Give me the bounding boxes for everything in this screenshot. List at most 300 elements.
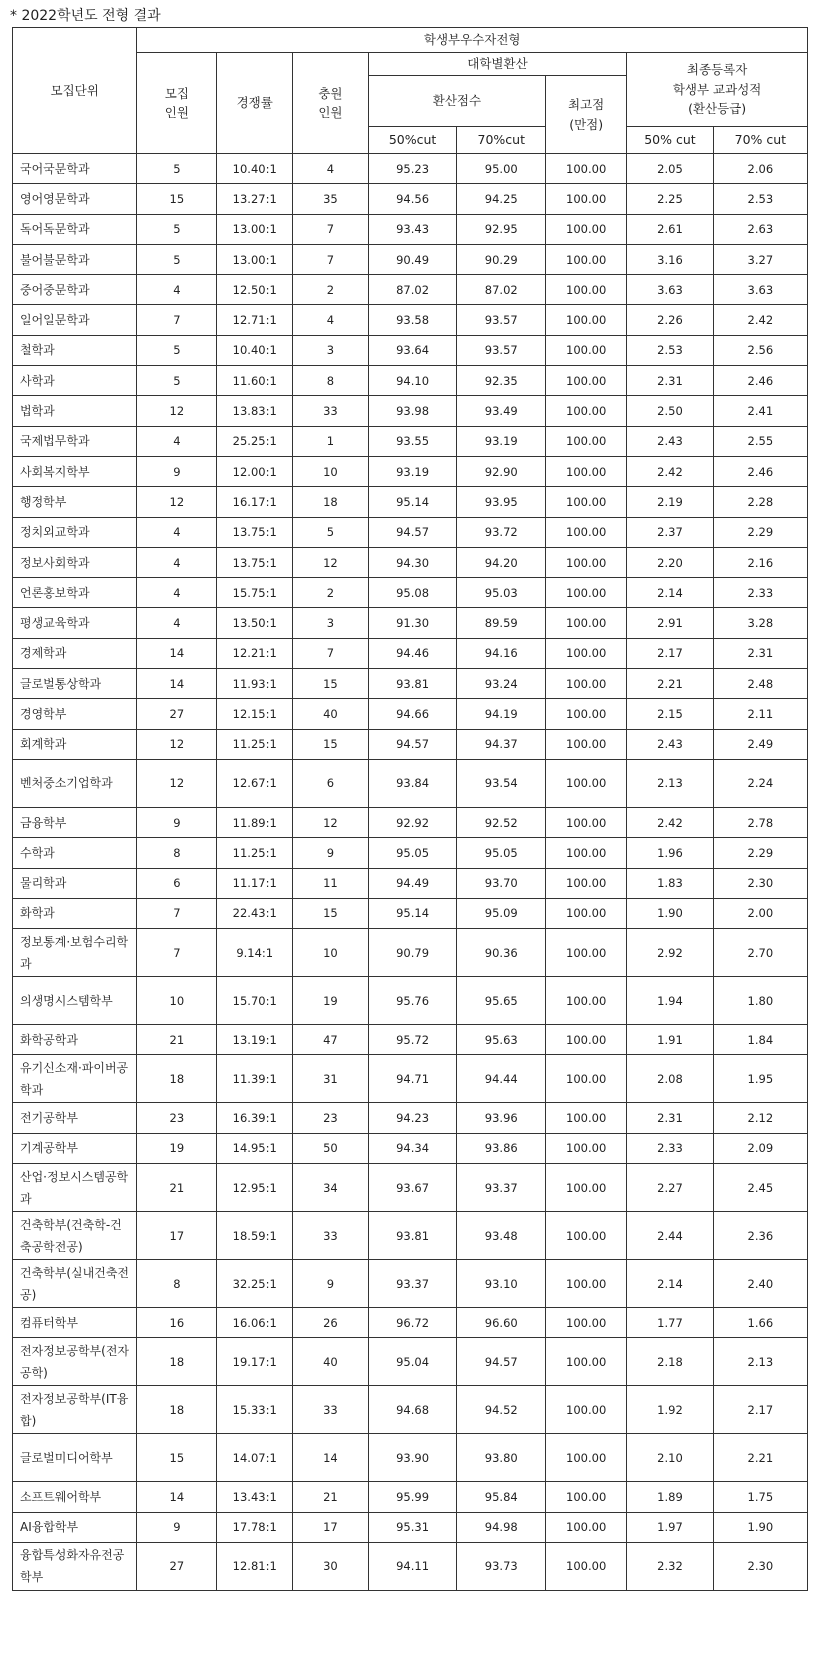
score-70cut-cell: 95.84 (457, 1482, 546, 1512)
additional-cell: 31 (293, 1055, 369, 1103)
additional-cell: 40 (293, 699, 369, 729)
score-70cut-cell: 93.10 (457, 1260, 546, 1308)
table-row (13, 1103, 808, 1133)
additional-cell: 15 (293, 898, 369, 928)
grade-50cut-cell: 2.31 (627, 1103, 714, 1133)
score-50cut-cell: 95.14 (368, 898, 457, 928)
dept-cell: 벤처중소기업학과 (13, 759, 137, 807)
score-70cut-cell: 92.95 (457, 214, 546, 244)
grade-70cut-cell: 2.40 (713, 1260, 807, 1308)
competition-cell: 12.50:1 (217, 275, 293, 305)
quota-cell: 12 (137, 487, 217, 517)
score-50cut-cell: 94.57 (368, 517, 457, 547)
max-score-cell: 100.00 (546, 1386, 627, 1434)
grade-50cut-cell: 2.43 (627, 729, 714, 759)
score-70cut-cell: 93.54 (457, 759, 546, 807)
grade-50cut-cell: 2.25 (627, 184, 714, 214)
quota-cell: 15 (137, 184, 217, 214)
max-score-cell: 100.00 (546, 608, 627, 638)
score-70cut-cell: 94.98 (457, 1512, 546, 1542)
score-70cut-cell: 95.03 (457, 578, 546, 608)
dept-cell: 수학과 (13, 838, 137, 868)
grade-50cut-cell: 2.43 (627, 426, 714, 456)
competition-cell: 15.70:1 (217, 977, 293, 1025)
table-row (13, 1512, 808, 1542)
header-univ-conversion: 대학별환산 (368, 53, 626, 76)
additional-cell: 34 (293, 1164, 369, 1212)
additional-cell: 35 (293, 184, 369, 214)
quota-cell: 14 (137, 638, 217, 668)
table-row (13, 547, 808, 577)
quota-cell: 27 (137, 699, 217, 729)
competition-cell: 12.81:1 (217, 1542, 293, 1590)
quota-cell: 15 (137, 1434, 217, 1482)
quota-cell: 12 (137, 396, 217, 426)
score-70cut-cell: 92.52 (457, 807, 546, 837)
dept-cell: 일어일문학과 (13, 305, 137, 335)
score-50cut-cell: 93.37 (368, 1260, 457, 1308)
competition-cell: 32.25:1 (217, 1260, 293, 1308)
additional-cell: 3 (293, 608, 369, 638)
score-70cut-cell: 95.00 (457, 154, 546, 184)
quota-cell: 4 (137, 426, 217, 456)
dept-cell: 평생교육학과 (13, 608, 137, 638)
dept-cell: 물리학과 (13, 868, 137, 898)
max-score-cell: 100.00 (546, 898, 627, 928)
competition-cell: 14.95:1 (217, 1133, 293, 1163)
score-50cut-cell: 93.98 (368, 396, 457, 426)
max-score-cell: 100.00 (546, 487, 627, 517)
max-score-cell: 100.00 (546, 699, 627, 729)
max-score-cell: 100.00 (546, 214, 627, 244)
score-70cut-cell: 92.35 (457, 366, 546, 396)
quota-cell: 5 (137, 335, 217, 365)
grade-50cut-cell: 2.26 (627, 305, 714, 335)
score-50cut-cell: 93.90 (368, 1434, 457, 1482)
grade-50cut-cell: 2.15 (627, 699, 714, 729)
dept-cell: 독어독문학과 (13, 214, 137, 244)
max-score-cell: 100.00 (546, 669, 627, 699)
competition-cell: 11.89:1 (217, 807, 293, 837)
score-50cut-cell: 95.99 (368, 1482, 457, 1512)
score-50cut-cell: 94.66 (368, 699, 457, 729)
table-row (13, 977, 808, 1025)
additional-cell: 9 (293, 1260, 369, 1308)
competition-cell: 13.00:1 (217, 244, 293, 274)
dept-cell: 중어중문학과 (13, 275, 137, 305)
score-70cut-cell: 90.29 (457, 244, 546, 274)
quota-cell: 9 (137, 456, 217, 486)
grade-50cut-cell: 2.44 (627, 1212, 714, 1260)
competition-cell: 17.78:1 (217, 1512, 293, 1542)
table-row (13, 608, 808, 638)
max-score-cell: 100.00 (546, 868, 627, 898)
score-50cut-cell: 87.02 (368, 275, 457, 305)
additional-cell: 40 (293, 1338, 369, 1386)
grade-50cut-cell: 1.89 (627, 1482, 714, 1512)
grade-70cut-cell: 2.24 (713, 759, 807, 807)
competition-cell: 13.50:1 (217, 608, 293, 638)
grade-50cut-cell: 2.27 (627, 1164, 714, 1212)
grade-50cut-cell: 2.08 (627, 1055, 714, 1103)
max-score-cell: 100.00 (546, 517, 627, 547)
score-50cut-cell: 94.56 (368, 184, 457, 214)
competition-cell: 25.25:1 (217, 426, 293, 456)
additional-cell: 21 (293, 1482, 369, 1512)
competition-cell: 11.60:1 (217, 366, 293, 396)
dept-cell: 정보통계·보험수리학과 (13, 929, 137, 977)
score-50cut-cell: 95.05 (368, 838, 457, 868)
header-grade-70cut: 70% cut (713, 127, 807, 154)
additional-cell: 15 (293, 729, 369, 759)
competition-cell: 11.93:1 (217, 669, 293, 699)
header-final-grades: 최종등록자 학생부 교과성적 (환산등급) (627, 53, 808, 127)
grade-50cut-cell: 2.10 (627, 1434, 714, 1482)
competition-cell: 11.39:1 (217, 1055, 293, 1103)
quota-cell: 21 (137, 1164, 217, 1212)
competition-cell: 22.43:1 (217, 898, 293, 928)
dept-cell: 컴퓨터학부 (13, 1308, 137, 1338)
score-70cut-cell: 89.59 (457, 608, 546, 638)
dept-cell: 글로벌통상학과 (13, 669, 137, 699)
grade-70cut-cell: 2.46 (713, 456, 807, 486)
dept-cell: 화학공학과 (13, 1025, 137, 1055)
table-row (13, 366, 808, 396)
quota-cell: 18 (137, 1055, 217, 1103)
table-row (13, 275, 808, 305)
max-score-cell: 100.00 (546, 244, 627, 274)
dept-cell: 소프트웨어학부 (13, 1482, 137, 1512)
score-50cut-cell: 93.84 (368, 759, 457, 807)
table-body (13, 154, 808, 1591)
competition-cell: 12.95:1 (217, 1164, 293, 1212)
dept-cell: 경제학과 (13, 638, 137, 668)
max-score-cell: 100.00 (546, 1542, 627, 1590)
dept-cell: 국어국문학과 (13, 154, 137, 184)
quota-cell: 12 (137, 759, 217, 807)
max-score-cell: 100.00 (546, 638, 627, 668)
table-row (13, 487, 808, 517)
dept-cell: 기계공학부 (13, 1133, 137, 1163)
table-row (13, 1338, 808, 1386)
score-70cut-cell: 93.19 (457, 426, 546, 456)
additional-cell: 7 (293, 638, 369, 668)
max-score-cell: 100.00 (546, 1164, 627, 1212)
competition-cell: 12.71:1 (217, 305, 293, 335)
quota-cell: 19 (137, 1133, 217, 1163)
score-50cut-cell: 95.14 (368, 487, 457, 517)
score-70cut-cell: 94.57 (457, 1338, 546, 1386)
grade-70cut-cell: 2.11 (713, 699, 807, 729)
max-score-cell: 100.00 (546, 977, 627, 1025)
grade-70cut-cell: 2.06 (713, 154, 807, 184)
additional-cell: 15 (293, 669, 369, 699)
grade-50cut-cell: 2.33 (627, 1133, 714, 1163)
grade-70cut-cell: 2.48 (713, 669, 807, 699)
grade-50cut-cell: 2.42 (627, 807, 714, 837)
grade-50cut-cell: 2.05 (627, 154, 714, 184)
grade-70cut-cell: 2.55 (713, 426, 807, 456)
dept-cell: 법학과 (13, 396, 137, 426)
grade-70cut-cell: 1.66 (713, 1308, 807, 1338)
table-row (13, 578, 808, 608)
grade-70cut-cell: 3.27 (713, 244, 807, 274)
score-50cut-cell: 93.55 (368, 426, 457, 456)
score-70cut-cell: 93.96 (457, 1103, 546, 1133)
page-title: * 2022학년도 전형 결과 (10, 8, 161, 24)
dept-cell: 영어영문학과 (13, 184, 137, 214)
quota-cell: 4 (137, 547, 217, 577)
quota-cell: 5 (137, 154, 217, 184)
dept-cell: 정치외교학과 (13, 517, 137, 547)
score-50cut-cell: 93.67 (368, 1164, 457, 1212)
header-score-70cut: 70%cut (457, 127, 546, 154)
max-score-cell: 100.00 (546, 759, 627, 807)
quota-cell: 23 (137, 1103, 217, 1133)
max-score-cell: 100.00 (546, 1482, 627, 1512)
dept-cell: 불어불문학과 (13, 244, 137, 274)
table-row (13, 729, 808, 759)
table-row (13, 1025, 808, 1055)
quota-cell: 8 (137, 838, 217, 868)
additional-cell: 9 (293, 838, 369, 868)
max-score-cell: 100.00 (546, 305, 627, 335)
competition-cell: 13.27:1 (217, 184, 293, 214)
grade-70cut-cell: 2.29 (713, 838, 807, 868)
score-50cut-cell: 93.81 (368, 1212, 457, 1260)
grade-70cut-cell: 2.33 (713, 578, 807, 608)
dept-cell: 국제법무학과 (13, 426, 137, 456)
grade-70cut-cell: 2.13 (713, 1338, 807, 1386)
competition-cell: 13.75:1 (217, 517, 293, 547)
quota-cell: 4 (137, 275, 217, 305)
score-50cut-cell: 94.30 (368, 547, 457, 577)
score-70cut-cell: 95.09 (457, 898, 546, 928)
score-70cut-cell: 94.19 (457, 699, 546, 729)
grade-70cut-cell: 2.21 (713, 1434, 807, 1482)
grade-50cut-cell: 1.97 (627, 1512, 714, 1542)
quota-cell: 8 (137, 1260, 217, 1308)
max-score-cell: 100.00 (546, 929, 627, 977)
max-score-cell: 100.00 (546, 366, 627, 396)
max-score-cell: 100.00 (546, 1260, 627, 1308)
grade-70cut-cell: 3.28 (713, 608, 807, 638)
score-70cut-cell: 92.90 (457, 456, 546, 486)
max-score-cell: 100.00 (546, 154, 627, 184)
table-row (13, 929, 808, 977)
competition-cell: 16.17:1 (217, 487, 293, 517)
grade-70cut-cell: 2.30 (713, 868, 807, 898)
max-score-cell: 100.00 (546, 1025, 627, 1055)
header-quota: 모집 인원 (137, 53, 217, 154)
table-header (13, 28, 808, 154)
grade-70cut-cell: 2.49 (713, 729, 807, 759)
grade-70cut-cell: 2.78 (713, 807, 807, 837)
score-70cut-cell: 93.48 (457, 1212, 546, 1260)
additional-cell: 50 (293, 1133, 369, 1163)
dept-cell: 유기신소재·파이버공학과 (13, 1055, 137, 1103)
max-score-cell: 100.00 (546, 426, 627, 456)
competition-cell: 13.43:1 (217, 1482, 293, 1512)
quota-cell: 7 (137, 898, 217, 928)
grade-50cut-cell: 1.91 (627, 1025, 714, 1055)
grade-50cut-cell: 2.18 (627, 1338, 714, 1386)
quota-cell: 5 (137, 366, 217, 396)
max-score-cell: 100.00 (546, 456, 627, 486)
additional-cell: 4 (293, 154, 369, 184)
quota-cell: 18 (137, 1386, 217, 1434)
additional-cell: 14 (293, 1434, 369, 1482)
score-70cut-cell: 87.02 (457, 275, 546, 305)
score-50cut-cell: 93.19 (368, 456, 457, 486)
header-competition: 경쟁률 (217, 53, 293, 154)
grade-50cut-cell: 2.14 (627, 578, 714, 608)
table-row (13, 1212, 808, 1260)
max-score-cell: 100.00 (546, 275, 627, 305)
score-50cut-cell: 93.58 (368, 305, 457, 335)
additional-cell: 11 (293, 868, 369, 898)
competition-cell: 16.06:1 (217, 1308, 293, 1338)
dept-cell: 융합특성화자유전공학부 (13, 1542, 137, 1590)
grade-70cut-cell: 1.90 (713, 1512, 807, 1542)
competition-cell: 16.39:1 (217, 1103, 293, 1133)
score-50cut-cell: 94.34 (368, 1133, 457, 1163)
grade-50cut-cell: 2.21 (627, 669, 714, 699)
header-additional: 충원 인원 (293, 53, 369, 154)
header-grade-50cut: 50% cut (627, 127, 714, 154)
competition-cell: 15.33:1 (217, 1386, 293, 1434)
score-70cut-cell: 94.52 (457, 1386, 546, 1434)
score-70cut-cell: 93.73 (457, 1542, 546, 1590)
additional-cell: 23 (293, 1103, 369, 1133)
max-score-cell: 100.00 (546, 1055, 627, 1103)
dept-cell: 건축학부(실내건축전공) (13, 1260, 137, 1308)
additional-cell: 7 (293, 214, 369, 244)
max-score-cell: 100.00 (546, 729, 627, 759)
score-70cut-cell: 93.49 (457, 396, 546, 426)
grade-70cut-cell: 2.70 (713, 929, 807, 977)
additional-cell: 47 (293, 1025, 369, 1055)
grade-50cut-cell: 2.53 (627, 335, 714, 365)
score-50cut-cell: 93.81 (368, 669, 457, 699)
grade-70cut-cell: 2.41 (713, 396, 807, 426)
grade-50cut-cell: 2.20 (627, 547, 714, 577)
grade-50cut-cell: 1.90 (627, 898, 714, 928)
header-converted-score: 환산점수 (368, 76, 545, 127)
competition-cell: 14.07:1 (217, 1434, 293, 1482)
grade-70cut-cell: 2.28 (713, 487, 807, 517)
dept-cell: 행정학부 (13, 487, 137, 517)
grade-70cut-cell: 2.53 (713, 184, 807, 214)
competition-cell: 13.83:1 (217, 396, 293, 426)
dept-cell: 전자정보공학부(IT융합) (13, 1386, 137, 1434)
max-score-cell: 100.00 (546, 184, 627, 214)
quota-cell: 6 (137, 868, 217, 898)
table-row (13, 1133, 808, 1163)
dept-cell: 경영학부 (13, 699, 137, 729)
table-row (13, 1386, 808, 1434)
table-row (13, 868, 808, 898)
dept-cell: 언론홍보학과 (13, 578, 137, 608)
competition-cell: 19.17:1 (217, 1338, 293, 1386)
competition-cell: 18.59:1 (217, 1212, 293, 1260)
competition-cell: 12.15:1 (217, 699, 293, 729)
additional-cell: 18 (293, 487, 369, 517)
table-row (13, 838, 808, 868)
quota-cell: 4 (137, 517, 217, 547)
quota-cell: 16 (137, 1308, 217, 1338)
table-row (13, 1482, 808, 1512)
table-row (13, 305, 808, 335)
additional-cell: 4 (293, 305, 369, 335)
table-row (13, 456, 808, 486)
score-50cut-cell: 95.08 (368, 578, 457, 608)
score-70cut-cell: 93.70 (457, 868, 546, 898)
quota-cell: 9 (137, 807, 217, 837)
table-row (13, 759, 808, 807)
grade-50cut-cell: 3.16 (627, 244, 714, 274)
dept-cell: 사학과 (13, 366, 137, 396)
table-row (13, 244, 808, 274)
score-50cut-cell: 95.76 (368, 977, 457, 1025)
grade-50cut-cell: 2.91 (627, 608, 714, 638)
score-50cut-cell: 92.92 (368, 807, 457, 837)
score-50cut-cell: 96.72 (368, 1308, 457, 1338)
score-50cut-cell: 94.10 (368, 366, 457, 396)
table-row (13, 807, 808, 837)
score-70cut-cell: 95.65 (457, 977, 546, 1025)
quota-cell: 7 (137, 305, 217, 335)
grade-50cut-cell: 3.63 (627, 275, 714, 305)
score-70cut-cell: 93.72 (457, 517, 546, 547)
competition-cell: 13.00:1 (217, 214, 293, 244)
table-row (13, 426, 808, 456)
dept-cell: AI융합학부 (13, 1512, 137, 1542)
max-score-cell: 100.00 (546, 1512, 627, 1542)
grade-70cut-cell: 1.75 (713, 1482, 807, 1512)
grade-70cut-cell: 2.63 (713, 214, 807, 244)
competition-cell: 11.25:1 (217, 838, 293, 868)
quota-cell: 10 (137, 977, 217, 1025)
table-row (13, 154, 808, 184)
table-row (13, 1542, 808, 1590)
additional-cell: 12 (293, 807, 369, 837)
grade-50cut-cell: 2.31 (627, 366, 714, 396)
competition-cell: 10.40:1 (217, 335, 293, 365)
grade-50cut-cell: 1.77 (627, 1308, 714, 1338)
additional-cell: 33 (293, 1212, 369, 1260)
max-score-cell: 100.00 (546, 1308, 627, 1338)
table-row (13, 1055, 808, 1103)
competition-cell: 10.40:1 (217, 154, 293, 184)
grade-50cut-cell: 2.13 (627, 759, 714, 807)
grade-50cut-cell: 2.92 (627, 929, 714, 977)
competition-cell: 12.67:1 (217, 759, 293, 807)
grade-70cut-cell: 2.29 (713, 517, 807, 547)
table-row (13, 1164, 808, 1212)
grade-50cut-cell: 1.96 (627, 838, 714, 868)
quota-cell: 21 (137, 1025, 217, 1055)
score-50cut-cell: 93.43 (368, 214, 457, 244)
grade-70cut-cell: 2.56 (713, 335, 807, 365)
score-70cut-cell: 93.86 (457, 1133, 546, 1163)
table-row (13, 699, 808, 729)
score-50cut-cell: 90.79 (368, 929, 457, 977)
grade-70cut-cell: 2.16 (713, 547, 807, 577)
grade-70cut-cell: 1.84 (713, 1025, 807, 1055)
score-70cut-cell: 95.63 (457, 1025, 546, 1055)
dept-cell: 전기공학부 (13, 1103, 137, 1133)
